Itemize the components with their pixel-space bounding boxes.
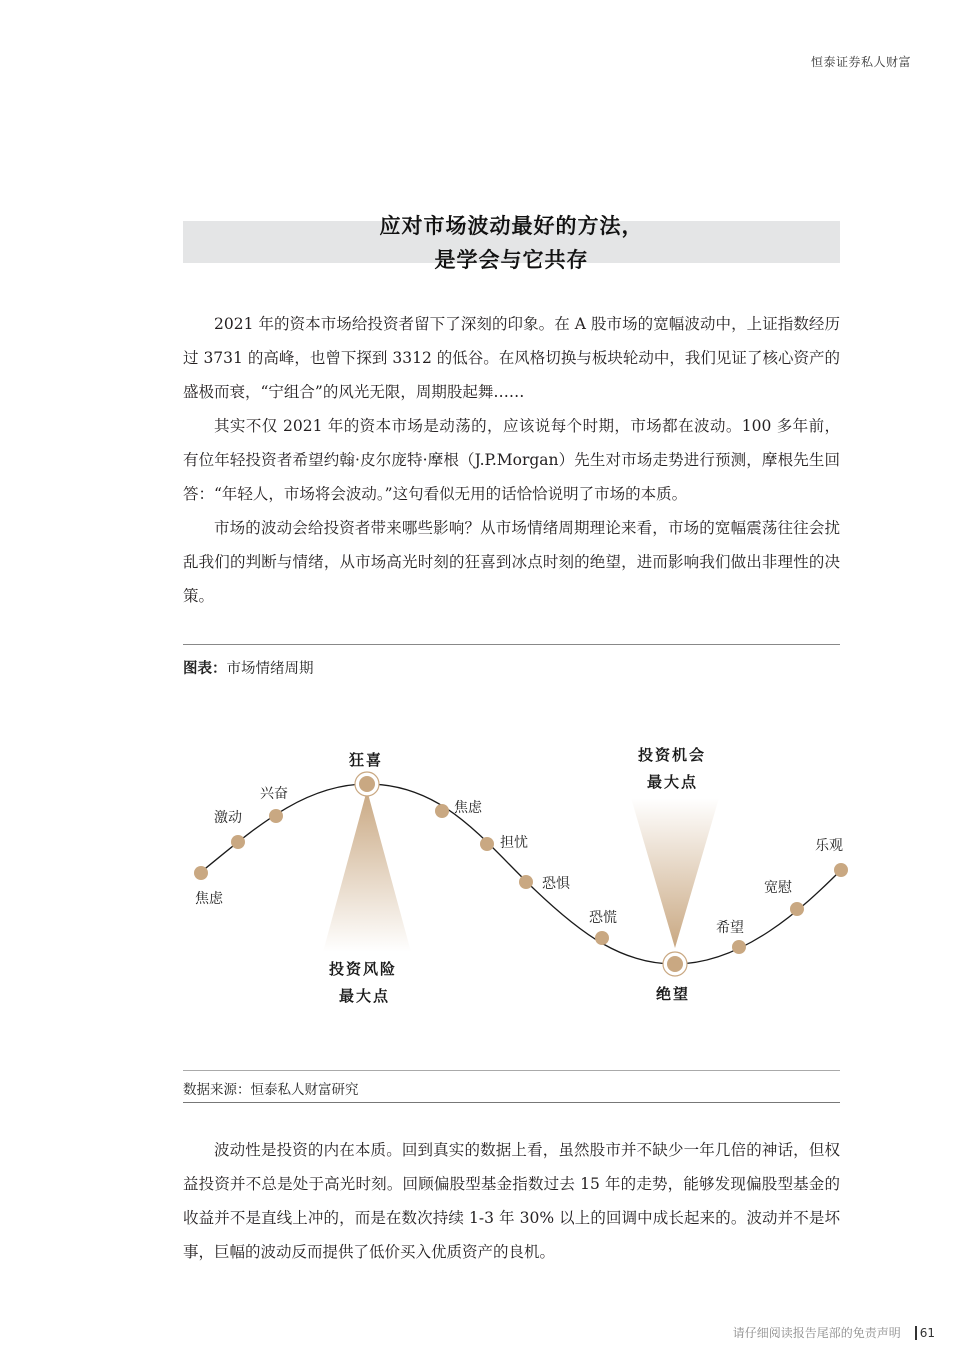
stage-label-anxiety-2: 焦虑 [454, 800, 482, 816]
stage-label-excitement: 激动 [214, 810, 242, 826]
trough-point [667, 956, 683, 972]
opportunity-cone [631, 798, 719, 948]
stage-label-optimism: 乐观 [815, 838, 843, 854]
figure-top-rule [183, 644, 840, 645]
title-line-2: 是学会与它共存 [434, 248, 589, 272]
stage-label-thrill: 兴奋 [260, 786, 288, 802]
stage-label-worry: 担忧 [500, 835, 528, 851]
paragraph-2: 其实不仅 2021 年的资本市场是动荡的，应该说每个时期，市场都在波动。100 多年前，有位年轻投资者希望约翰·皮尔庞特·摩根（J.P.Morgan）先生对市场走势进行预测，摩根先生回答：“年轻人，市场将会波动。”这句看似无用的话恰恰说明了市场的本质。 [183, 417, 840, 503]
opportunity-label-line-1: 投资机会 [638, 746, 707, 764]
page-number: 61 [915, 1326, 935, 1340]
figure-source-top-rule [183, 1070, 840, 1071]
header-brand: 恒泰证券私人财富 [810, 55, 911, 69]
title-line-1: 应对市场波动最好的方法， [379, 214, 644, 238]
stage-label-fear: 恐惧 [542, 876, 570, 892]
page-title [183, 206, 840, 276]
cycle-curve-graphic [183, 720, 853, 1040]
paragraph-3: 市场的波动会给投资者带来哪些影响？从市场情绪周期理论来看，市场的宽幅震荡往往会扰乱我们的判断与情绪，从市场高光时刻的狂喜到冰点时刻的绝望，进而影响我们做出非理性的决策。 [183, 519, 840, 605]
market-sentiment-cycle-chart [183, 720, 853, 1040]
risk-cone [323, 790, 411, 952]
stage-label-hope: 希望 [716, 920, 744, 936]
risk-label-line-1: 投资风险 [329, 960, 398, 978]
stage-label-euphoria: 狂喜 [349, 751, 384, 769]
paragraph-1: 2021 年的资本市场给投资者留下了深刻的印象。在 A 股市场的宽幅波动中，上证指数经历过 3731 的高峰，也曾下探到 3312 的低谷。在风格切换与板块轮动中，我们见证了核心资产的盛极而衰，“宁组合”的风光无限，周期股起舞…… [183, 315, 840, 401]
disclaimer-note: 请仔细阅读报告尾部的免责声明 [732, 1326, 901, 1340]
stage-label-panic: 恐慌 [589, 910, 617, 926]
cycle-curve [201, 784, 841, 964]
opportunity-label-line-2: 最大点 [647, 773, 699, 791]
figure-caption [183, 657, 314, 678]
stage-label-relief: 宽慰 [764, 880, 792, 896]
figure-caption-prefix: 图表： [183, 661, 227, 677]
stage-label-anxiety-1: 焦虑 [195, 891, 223, 907]
stage-label-despair: 绝望 [656, 985, 691, 1003]
figure-caption-title: 市场情绪周期 [226, 661, 314, 677]
figure-source: 数据来源：恒泰私人财富研究 [183, 1082, 359, 1098]
page-footer [733, 1324, 935, 1341]
peak-point [359, 776, 375, 792]
stage-points [194, 804, 848, 954]
paragraph-4: 波动性是投资的内在本质。回到真实的数据上看，虽然股市并不缺少一年几倍的神话，但权益投资并不总是处于高光时刻。回顾偏股型基金指数过去 15 年的走势，能够发现偏股型基金的收益并不是直线上冲的，而是在数次持续 1-3 年 30% 以上的回调中成长起来的。波动并不是坏事，巨幅的波动反而提供了低价买入优质资产的良机。 [183, 1141, 840, 1261]
figure-bottom-rule [183, 1102, 840, 1103]
risk-label-line-2: 最大点 [339, 987, 391, 1005]
